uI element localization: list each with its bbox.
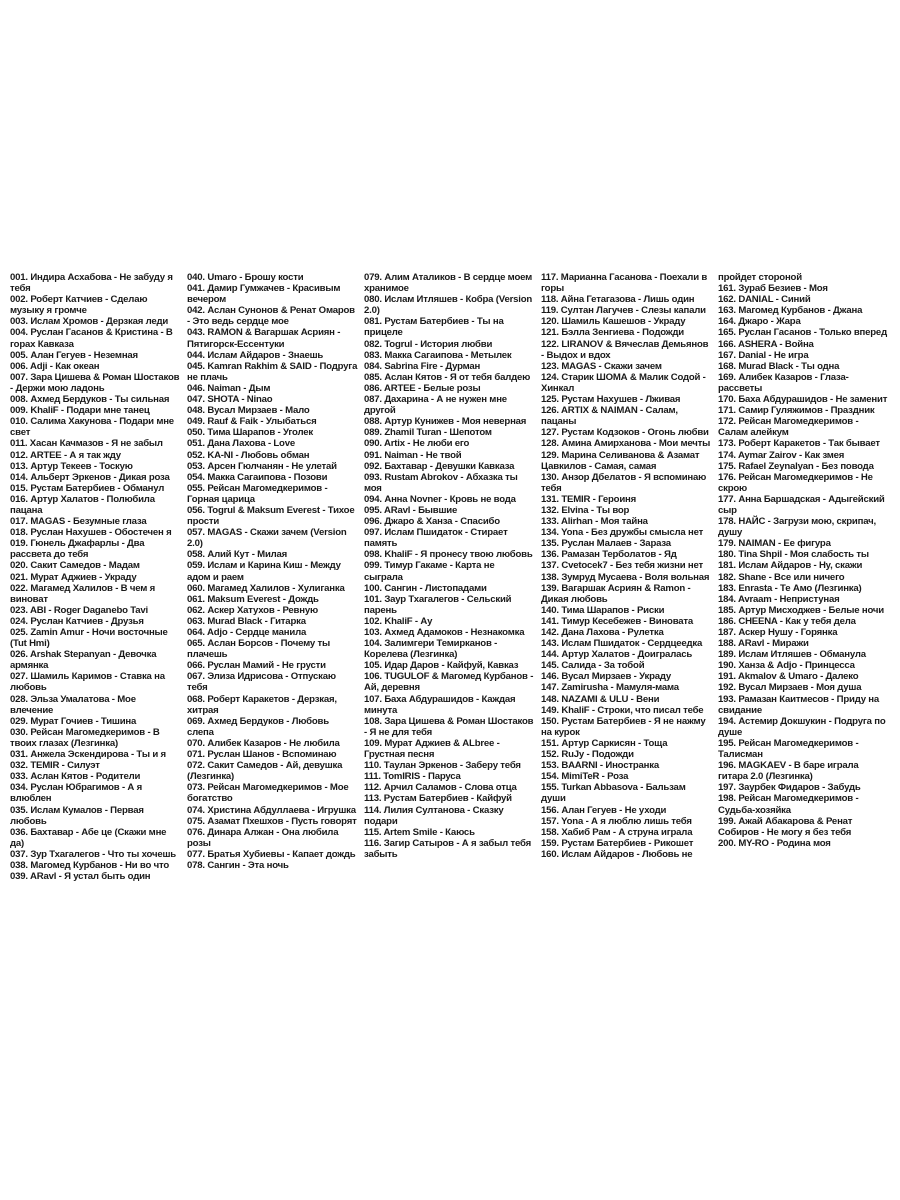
track-entry: 081. Рустам Батербиев - Ты на прицеле <box>364 316 504 339</box>
track-entry: 173. Роберт Каракетов - Так бывает <box>718 438 880 450</box>
track-entry: 039. ARavl - Я устал быть один <box>10 871 151 883</box>
track-entry: 078. Сангин - Эта ночь <box>187 859 289 871</box>
track-entry: 025. Zamin Amur - Ночи восточные (Tut Hmi) <box>10 627 168 650</box>
track-entry: 129. Марина Селиванова & Азамат Цавкилов - Самая, самая <box>541 449 700 472</box>
track-entry: 019. Гюнель Джафарлы - Два рассвета до тебя <box>10 538 145 561</box>
track-entry: 058. Алий Кут - Милая <box>187 549 288 561</box>
track-entry: 135. Руслан Малаев - Зараза <box>541 538 671 550</box>
track-entry: 152. RuJy - Подожди <box>541 749 634 761</box>
track-entry: 181. Ислам Айдаров - Ну, скажи <box>718 560 863 572</box>
track-entry: 145. Салида - За тобой <box>541 660 645 672</box>
track-entry: 035. Ислам Кумалов - Первая любовь <box>10 804 144 827</box>
track-entry: 091. Naiman - Не твой <box>364 449 462 461</box>
track-entry: 153. BAARNI - Иностранка <box>541 760 659 772</box>
track-entry: 113. Рустам Батербиев - Кайфуй <box>364 793 512 805</box>
track-entry: 044. Ислам Айдаров - Знаешь <box>187 349 324 361</box>
track-entry: 128. Амина Амирханова - Мои мечты <box>541 438 711 450</box>
track-entry: 186. CHEENA - Как у тебя дела <box>718 615 856 627</box>
track-entry: 134. Yona - Без дружбы смысла нет <box>541 527 704 539</box>
track-entry: 125. Рустам Нахушев - Лживая <box>541 394 681 406</box>
track-entry: 182. Shane - Все или ничего <box>718 571 845 583</box>
track-entry: 159. Рустам Батербиев - Рикошет <box>541 837 694 849</box>
track-entry: 171. Самир Гуляжимов - Праздник <box>718 405 875 417</box>
track-entry: 122. LIRANOV & Вячеслав Демьянов - Выдох и вдох <box>541 338 709 361</box>
track-entry: 045. Kamran Rakhim & SAID - Подруга не плачь <box>187 360 358 383</box>
track-entry: 187. Аскер Нушу - Горянка <box>718 627 838 638</box>
track-entry: 098. KhaliF - Я пронесу твою любовь <box>364 549 533 561</box>
track-entry: 117. Марианна Гасанова - Поехали в горы <box>541 272 708 295</box>
track-entry: 103. Ахмед Адамоков - Незнакомка <box>364 627 525 638</box>
track-entry: 123. MAGAS - Скажи зачем <box>541 360 662 372</box>
track-entry: 069. Ахмед Бердуков - Любовь слепа <box>187 715 329 738</box>
track-entry: 154. MimiTeR - Роза <box>541 771 629 783</box>
track-entry: 032. TEMIR - Силуэт <box>10 760 100 772</box>
track-entry: 119. Султан Лагучев - Слезы капали <box>541 305 706 317</box>
track-entry: 073. Рейсан Магомедкеримов - Мое богатство <box>187 782 349 805</box>
track-entry: 132. Elvina - Ты вор <box>541 504 630 516</box>
track-entry: 111. TomIRIS - Паруса <box>364 771 461 783</box>
track-entry: 179. NAIMAN - Ее фигура <box>718 538 831 550</box>
track-entry: 049. Rauf & Faik - Улыбаться <box>187 416 317 428</box>
track-entry: 147. Zamirusha - Мамуля-мама <box>541 682 679 694</box>
track-entry: 042. Аслан Сунонов & Ренат Омаров - Это ведь сердце мое <box>187 305 355 328</box>
track-entry: 029. Мурат Гочиев - Тишина <box>10 715 137 727</box>
track-entry: 174. Aymar Zairov - Как змея <box>718 449 845 461</box>
track-entry: 092. Бахтавар - Девушки Кавказа <box>364 460 515 472</box>
track-entry: 151. Артур Саркисян - Тоща <box>541 737 668 749</box>
track-entry: 072. Сакит Самедов - Ай, девушка (Лезгинка) <box>187 760 343 783</box>
track-entry: 047. SHOTA - Ninao <box>187 394 273 406</box>
track-entry: 193. Рамазан Каитмесов - Приду на свидание <box>718 693 880 716</box>
track-entry: 084. Sabrina Fire - Дурман <box>364 360 481 372</box>
track-entry: 118. Айна Гетагазова - Лишь один <box>541 294 695 306</box>
track-entry: 050. Тима Шарапов - Уголек <box>187 427 313 439</box>
track-entry: 180. Tina Shpil - Моя слабость ты <box>718 549 869 561</box>
track-entry: 141. Тимур Кесебежев - Виновата <box>541 615 694 627</box>
track-entry: 062. Аскер Хатухов - Ревную <box>187 604 318 616</box>
track-entry: 037. Зур Тхагалегов - Что ты хочешь <box>10 848 176 860</box>
track-entry: 170. Баха Абдурашидов - Не заменит <box>718 394 888 406</box>
track-entry: 127. Рустам Кодзоков - Огонь любви <box>541 427 709 439</box>
track-entry: 106. TUGULOF & Магомед Курбанов - Ай, деревня <box>364 671 534 694</box>
track-entry: 116. Загир Сатыров - А я забыл тебя забыть <box>364 837 532 860</box>
track-entry: 100. Сангин - Листопадами <box>364 582 487 594</box>
track-entry: 136. Рамазан Терболатов - Яд <box>541 549 677 561</box>
track-entry: 168. Murad Black - Ты одна <box>718 360 840 372</box>
track-entry: 068. Роберт Каракетов - Дерзкая, хитрая <box>187 693 337 716</box>
track-entry: 110. Таулан Эркенов - Заберу тебя <box>364 760 521 772</box>
track-entry: 114. Лилия Султанова - Сказку подари <box>364 804 504 827</box>
track-entry: 075. Азамат Пхешхов - Пусть говорят <box>187 815 357 827</box>
track-entry: 120. Шамиль Кашешов - Украду <box>541 316 686 328</box>
track-entry: 030. Рейсан Магомедкеримов - В твоих глазах (Лезгинка) <box>10 726 160 749</box>
track-entry: 149. KhaliF - Строки, что писал тебе <box>541 704 704 716</box>
track-entry: 005. Алан Гегуев - Неземная <box>10 349 138 361</box>
track-entry: 158. Хабиб Рам - А струна играла <box>541 826 693 838</box>
track-entry: 024. Руслан Катчиев - Друзья <box>10 615 144 627</box>
track-entry: 031. Анжела Эскендирова - Ты и я <box>10 749 166 761</box>
track-entry: 065. Аслан Борсов - Почему ты плачешь <box>187 638 330 661</box>
track-entry: 144. Артур Халатов - Доигралась <box>541 649 693 661</box>
track-entry: 007. Зара Цишева & Роман Шостаков - Держи мою ладонь <box>10 371 180 394</box>
track-entry: 189. Ислам Итляшев - Обманула <box>718 649 866 661</box>
track-entry: 061. Maksum Everest - Дождь <box>187 593 319 605</box>
track-entry: 053. Арсен Гюлчанян - Не улетай <box>187 460 337 472</box>
track-entry: 197. Заурбек Фидаров - Забудь <box>718 782 861 794</box>
track-entry: 056. Togrul & Maksum Everest - Тихое прости <box>187 504 355 528</box>
track-entry: 011. Хасан Качмазов - Я не забыл <box>10 438 163 450</box>
tracklist-column-2 <box>187 272 358 952</box>
track-entry: 083. Макка Сагаипова - Метылек <box>364 349 512 361</box>
track-entry: 040. Umaro - Брошу кости <box>187 272 304 283</box>
track-entry: 162. DANIAL - Синий <box>718 294 811 306</box>
track-entry: 059. Ислам и Карина Киш - Между адом и раем <box>187 560 341 583</box>
track-entry: 143. Ислам Пшидаток - Сердцеедка <box>541 638 703 650</box>
track-entry: 070. Алибек Казаров - Не любила <box>187 737 340 749</box>
track-entry: 034. Руслан Юбрагимов - А я влюблен <box>10 782 143 805</box>
track-entry: 016. Артур Халатов - Полюбила пацана <box>10 493 155 516</box>
track-entry: 004. Руслан Гасанов & Кристина - В горах Кавказа <box>10 327 173 350</box>
track-entry: 082. Togrul - История любви <box>364 338 493 350</box>
track-entry: 121. Бэлла Зенгиева - Подожди <box>541 327 684 339</box>
track-entry: 071. Руслан Шанов - Вспоминаю <box>187 749 337 761</box>
track-entry: 067. Элиза Идрисова - Отпускаю тебя <box>187 671 336 694</box>
track-entry: 076. Динара Алжан - Она любила розы <box>187 826 339 849</box>
track-entry: 126. ARTIX & NAIMAN - Салам, пацаны <box>541 405 678 428</box>
track-entry: 140. Тима Шарапов - Риски <box>541 604 665 616</box>
track-entry: 088. Артур Кунижев - Моя неверная <box>364 416 527 428</box>
track-entry: 150. Рустам Батербиев - Я не нажму на курок <box>541 715 706 738</box>
track-entry: 001. Индира Асхабова - Не забуду я тебя <box>10 272 173 295</box>
track-entry: 017. MAGAS - Безумные глаза <box>10 516 147 528</box>
track-entry: 021. Мурат Аджиев - Украду <box>10 571 137 583</box>
track-entry: 054. Макка Сагаипова - Позови <box>187 471 328 483</box>
track-entry: 094. Анна Novner - Кровь не вода <box>364 493 516 505</box>
track-entry: 157. Yona - А я люблю лишь тебя <box>541 815 692 827</box>
track-entry: 036. Бахтавар - Абе це (Скажи мне да) <box>10 826 167 849</box>
track-entry: 010. Салима Хакунова - Подари мне свет <box>10 416 174 439</box>
track-entry: 033. Аслан Кятов - Родители <box>10 771 141 783</box>
track-entry: 009. KhaliF - Подари мне танец <box>10 405 150 417</box>
track-entry: 046. Naiman - Дым <box>187 382 271 394</box>
track-entry: 198. Рейсан Магомедкеримов - Судьба-хозяйка <box>718 793 859 816</box>
track-entry: 177. Анна Баршадская - Адыгейский сыр <box>718 493 885 516</box>
track-entry: 102. KhaliF - Ау <box>364 615 433 627</box>
track-entry: 139. Вагаршак Асриян & Ramon - Дикая любовь <box>541 582 691 605</box>
track-entry: 093. Rustam Abrokov - Абхазка ты моя <box>364 471 518 494</box>
track-entry: 080. Ислам Итляшев - Кобра (Version 2.0) <box>364 294 533 317</box>
track-entry: 043. RAMON & Вагаршак Асриян - Пятигорск-Ессентуки <box>187 327 341 350</box>
track-entry: 003. Ислам Хромов - Дерзкая леди <box>10 316 169 328</box>
track-entry: 104. Залимгери Темирканов - Корелева (Лезгинка) <box>364 638 498 661</box>
track-entry: 096. Джаро & Ханза - Спасибо <box>364 516 500 528</box>
track-entry: 090. Artix - Не люби его <box>364 438 470 450</box>
track-entry: 176. Рейсан Магомедкеримов - Не скрою <box>718 471 873 494</box>
tracklist-column-3 <box>364 272 535 952</box>
track-entry: 131. TEMIR - Героиня <box>541 493 637 505</box>
track-entry: 023. ABI - Roger Daganebo Tavi <box>10 604 148 616</box>
track-entry: 196. MAGKAEV - В баре играла гитара 2.0 (Лезгинка) <box>718 760 859 783</box>
track-entry: 089. Zhamil Turan - Шепотом <box>364 427 492 439</box>
track-entry: 063. Murad Black - Гитарка <box>187 615 306 627</box>
tracklist-column-4 <box>541 272 712 952</box>
track-entry: 052. KA-NI - Любовь обман <box>187 449 310 461</box>
track-entry: 161. Зураб Безиев - Моя <box>718 283 828 295</box>
track-entry: 146. Вусал Мирзаев - Украду <box>541 671 672 683</box>
track-entry: 026. Arshak Stepanyan - Девочка армянка <box>10 649 157 672</box>
track-entry: 099. Тимур Гакаме - Карта не сыграла <box>364 560 495 583</box>
track-entry: 115. Artem Smile - Каюсь <box>364 826 475 838</box>
track-entry: 199. Ажай Абакарова & Ренат Собиров - Не могу я без тебя <box>718 815 853 838</box>
track-entry: 018. Руслан Нахушев - Обостечен я <box>10 527 172 539</box>
track-entry: 027. Шамиль Каримов - Ставка на любовь <box>10 671 165 694</box>
track-entry: 038. Магомед Курбанов - Ни во что <box>10 859 170 871</box>
track-entry: 148. NAZAMI & ULU - Вени <box>541 693 660 705</box>
track-entry: 169. Алибек Казаров - Глаза-рассветы <box>718 371 849 394</box>
track-entry: 183. Enrasta - Те Амо (Лезгинка) <box>718 582 862 594</box>
track-entry: 008. Ахмед Бердуков - Ты сильная <box>10 394 170 406</box>
track-entry: 191. Akmalov & Umaro - Далеко <box>718 671 859 683</box>
track-entry: 012. ARTEE - А я так жду <box>10 449 121 461</box>
track-entry: 190. Ханза & Adjo - Принцесса <box>718 660 855 672</box>
track-entry: 055. Рейсан Магомедкеримов - Горная царица <box>187 482 328 505</box>
track-entry: 006. Adji - Как океан <box>10 360 100 372</box>
track-entry: 014. Альберт Эркенов - Дикая роза <box>10 471 170 483</box>
track-entry: 022. Магамед Халилов - В чем я виноват <box>10 582 156 605</box>
tracklist-column-1 <box>10 272 181 952</box>
tracklist-column-5 <box>718 272 889 952</box>
track-entry: 172. Рейсан Магомедкеримов - Салам алейкум <box>718 416 859 439</box>
track-entry: 028. Эльза Умалатова - Мое влечение <box>10 693 136 716</box>
track-entry: 087. Дахарина - А не нужен мне другой <box>364 394 507 417</box>
track-entry: 060. Магамед Халилов - Хулиганка <box>187 582 345 594</box>
track-entry: 124. Старик ШОМА & Малик Содой - Хинкал <box>541 371 706 394</box>
track-entry: 185. Артур Мисходжев - Белые ночи <box>718 604 884 616</box>
track-entry: 079. Алим Аталиков - В сердце моем хранимое <box>364 272 533 295</box>
track-entry: 166. ASHERA - Война <box>718 338 814 350</box>
track-entry: 095. ARavl - Бывшие <box>364 504 458 516</box>
track-entry: 195. Рейсан Магомедкеримов - Талисман <box>718 737 859 761</box>
track-entry: 160. Ислам Айдаров - Любовь не <box>541 848 693 860</box>
track-entry: 057. MAGAS - Скажи зачем (Version 2.0) <box>187 527 347 550</box>
track-entry: 194. Астемир Докшукин - Подруга по душе <box>718 715 886 738</box>
track-entry: 142. Дана Лахова - Рулетка <box>541 627 664 638</box>
track-entry: 086. ARTEE - Белые розы <box>364 382 481 394</box>
track-entry: 085. Аслан Кятов - Я от тебя балдею <box>364 371 531 383</box>
track-entry: 156. Алан Гегуев - Не уходи <box>541 804 667 816</box>
track-entry: 137. Cvetocek7 - Без тебя жизни нет <box>541 560 704 572</box>
track-entry: 107. Баха Абдурашидов - Каждая минута <box>364 693 516 716</box>
track-entry: 167. Danial - Не игра <box>718 349 809 361</box>
track-entry: 101. Заур Тхагалегов - Сельский парень <box>364 593 512 616</box>
track-entry: 015. Рустам Батербиев - Обманул <box>10 482 165 494</box>
track-entry: 138. Зумруд Мусаева - Воля вольная <box>541 571 710 583</box>
track-entry: 002. Роберт Катчиев - Сделаю музыку я громче <box>10 294 148 317</box>
track-entry: 163. Магомед Курбанов - Джана <box>718 305 863 317</box>
track-entry: 064. Adjo - Сердце манила <box>187 627 307 638</box>
track-entry: 051. Дана Лахова - Love <box>187 438 295 450</box>
track-entry: 048. Вусал Мирзаев - Мало <box>187 405 310 417</box>
track-entry: 074. Христина Абдуллаева - Игрушка <box>187 804 356 816</box>
track-entry: 013. Артур Текеев - Тоскую <box>10 460 133 472</box>
track-entry: 130. Анзор Дбелатов - Я вспоминаю тебя <box>541 471 707 494</box>
track-entry: 184. Avraam - Непристуная <box>718 593 840 605</box>
track-entry: 109. Мурат Аджиев & ALbree - Грустная песня <box>364 737 500 761</box>
track-entry: 155. Turkan Abbasova - Бальзам души <box>541 782 686 805</box>
track-entry: 188. ARavl - Миражи <box>718 638 809 650</box>
track-entry: 097. Ислам Пшидаток - Стирает память <box>364 527 508 550</box>
track-entry: 105. Идар Даров - Кайфуй, Кавказ <box>364 660 519 672</box>
track-entry: 200. MY-RO - Родина моя <box>718 837 831 849</box>
track-entry: 133. Alirhan - Моя тайна <box>541 516 648 528</box>
track-entry: 077. Братья Хубиевы - Капает дождь <box>187 848 356 860</box>
track-entry: 066. Руслан Мамий - Не грусти <box>187 660 326 672</box>
track-entry: пройдет стороной <box>718 272 802 283</box>
track-entry: 020. Сакит Самедов - Мадам <box>10 560 140 572</box>
track-entry: 041. Дамир Гумжачев - Красивым вечером <box>187 283 341 306</box>
track-entry: 178. НАЙС - Загрузи мою, скрипач, душу <box>718 516 876 539</box>
track-entry: 164. Джаро - Жара <box>718 316 801 328</box>
track-entry: 108. Зара Цишева & Роман Шостаков - Я не для тебя <box>364 715 534 738</box>
track-entry: 165. Руслан Гасанов - Только вперед <box>718 327 887 339</box>
track-entry: 192. Вусал Мирзаев - Моя душа <box>718 682 862 694</box>
track-entry: 175. Rafael Zeynalyan - Без повода <box>718 460 874 472</box>
tracklist-columns <box>10 272 892 952</box>
track-entry: 112. Арчил Саламов - Слова отца <box>364 782 517 794</box>
